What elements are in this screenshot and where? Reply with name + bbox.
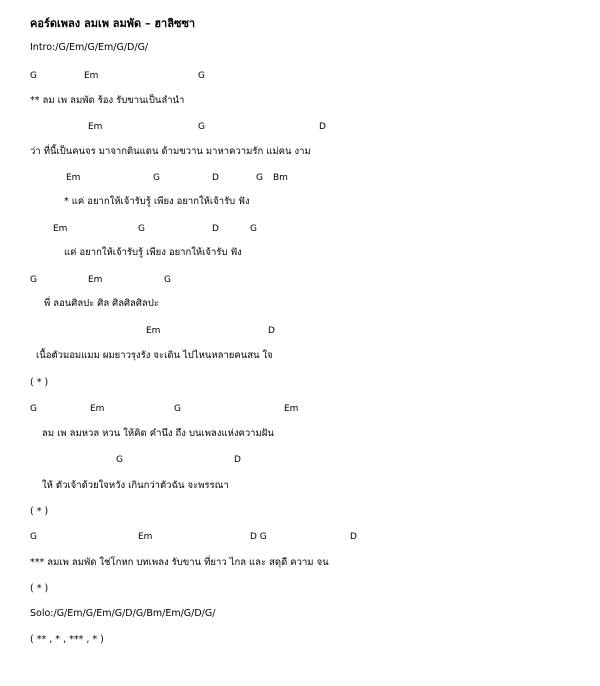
- chord: D: [212, 173, 219, 183]
- chord: G: [30, 275, 37, 285]
- chord: G: [174, 404, 181, 414]
- chord: Em: [90, 404, 105, 414]
- lyric-line: แค่ อยากให้เจ้ารับรู้ เพียง อยากให้เจ้ารับ ฟัง: [64, 247, 242, 258]
- repeat-marker: ( * ): [30, 506, 49, 517]
- chord: G: [116, 455, 123, 465]
- chord: Em: [66, 173, 81, 183]
- chord: G: [138, 224, 145, 234]
- lyric-line: ว่า ที่นี้เป็นคนจร มาจากดินแดน ด้ามขวาน มาหาความรัก แม่คน งาม: [30, 146, 311, 157]
- chord: D: [268, 326, 275, 336]
- chord: D: [234, 455, 241, 465]
- chord: D: [212, 224, 219, 234]
- chord: G: [164, 275, 171, 285]
- lyric-line: * แค่ อยากให้เจ้ารับรู้ เพียง อยากให้เจ้ารับ ฟัง: [64, 196, 250, 207]
- chord: Em: [53, 224, 68, 234]
- repeat-marker: ( * ): [30, 583, 49, 594]
- chord: D: [319, 122, 326, 132]
- lyric-line: ** ลม เพ ลมพัด ร้อง รับขานเป็นลำนำ: [30, 95, 185, 106]
- chord: G: [153, 173, 160, 183]
- chord: Em: [84, 71, 99, 81]
- chord: D G: [250, 532, 267, 542]
- intro-line: Intro:/G/Em/G/Em/G/D/G/: [30, 42, 149, 53]
- chord: D: [350, 532, 357, 542]
- chord: G: [256, 173, 263, 183]
- chord: G: [30, 404, 37, 414]
- chord: Bm: [273, 173, 288, 183]
- ending-marker: ( ** , * , *** , * ): [30, 634, 104, 645]
- chord: Em: [88, 275, 103, 285]
- chord: Em: [146, 326, 161, 336]
- chord: G: [198, 71, 205, 81]
- chord: Em: [138, 532, 153, 542]
- page-title: คอร์ดเพลง ลมเพ ลมพัด – ฮาลิซซา: [30, 17, 196, 30]
- chord: G: [198, 122, 205, 132]
- lyric-line: *** ลมเพ ลมพัด ใช่โกหก บทเพลง รับขาน ที่ยาว ไกล และ สดุดี ความ จน: [30, 557, 329, 568]
- chord: Em: [284, 404, 299, 414]
- chord: G: [250, 224, 257, 234]
- repeat-marker: ( * ): [30, 377, 49, 388]
- lyric-line: ลม เพ ลมหวล หวน ให้คิด คำนึง ถึง บนเพลงแห่งความฝัน: [42, 428, 274, 439]
- chord: G: [30, 71, 37, 81]
- solo-line: Solo:/G/Em/G/Em/G/D/G/Bm/Em/G/D/G/: [30, 608, 216, 619]
- chord: G: [30, 532, 37, 542]
- chord: Em: [88, 122, 103, 132]
- lyric-line: พี่ ลอนศิลปะ ศิล ศิลศิลศิลปะ: [44, 298, 159, 309]
- lyric-line: ให้ ตัวเจ้าด้วยใจหวัง เกินกว่าตัวฉัน จะพรรณา: [42, 480, 229, 491]
- lyric-line: เนื้อตัวมอมแมม ผมยาวรุงรัง จะเดิน ไปไหนหลายคนสน ใจ: [36, 350, 273, 361]
